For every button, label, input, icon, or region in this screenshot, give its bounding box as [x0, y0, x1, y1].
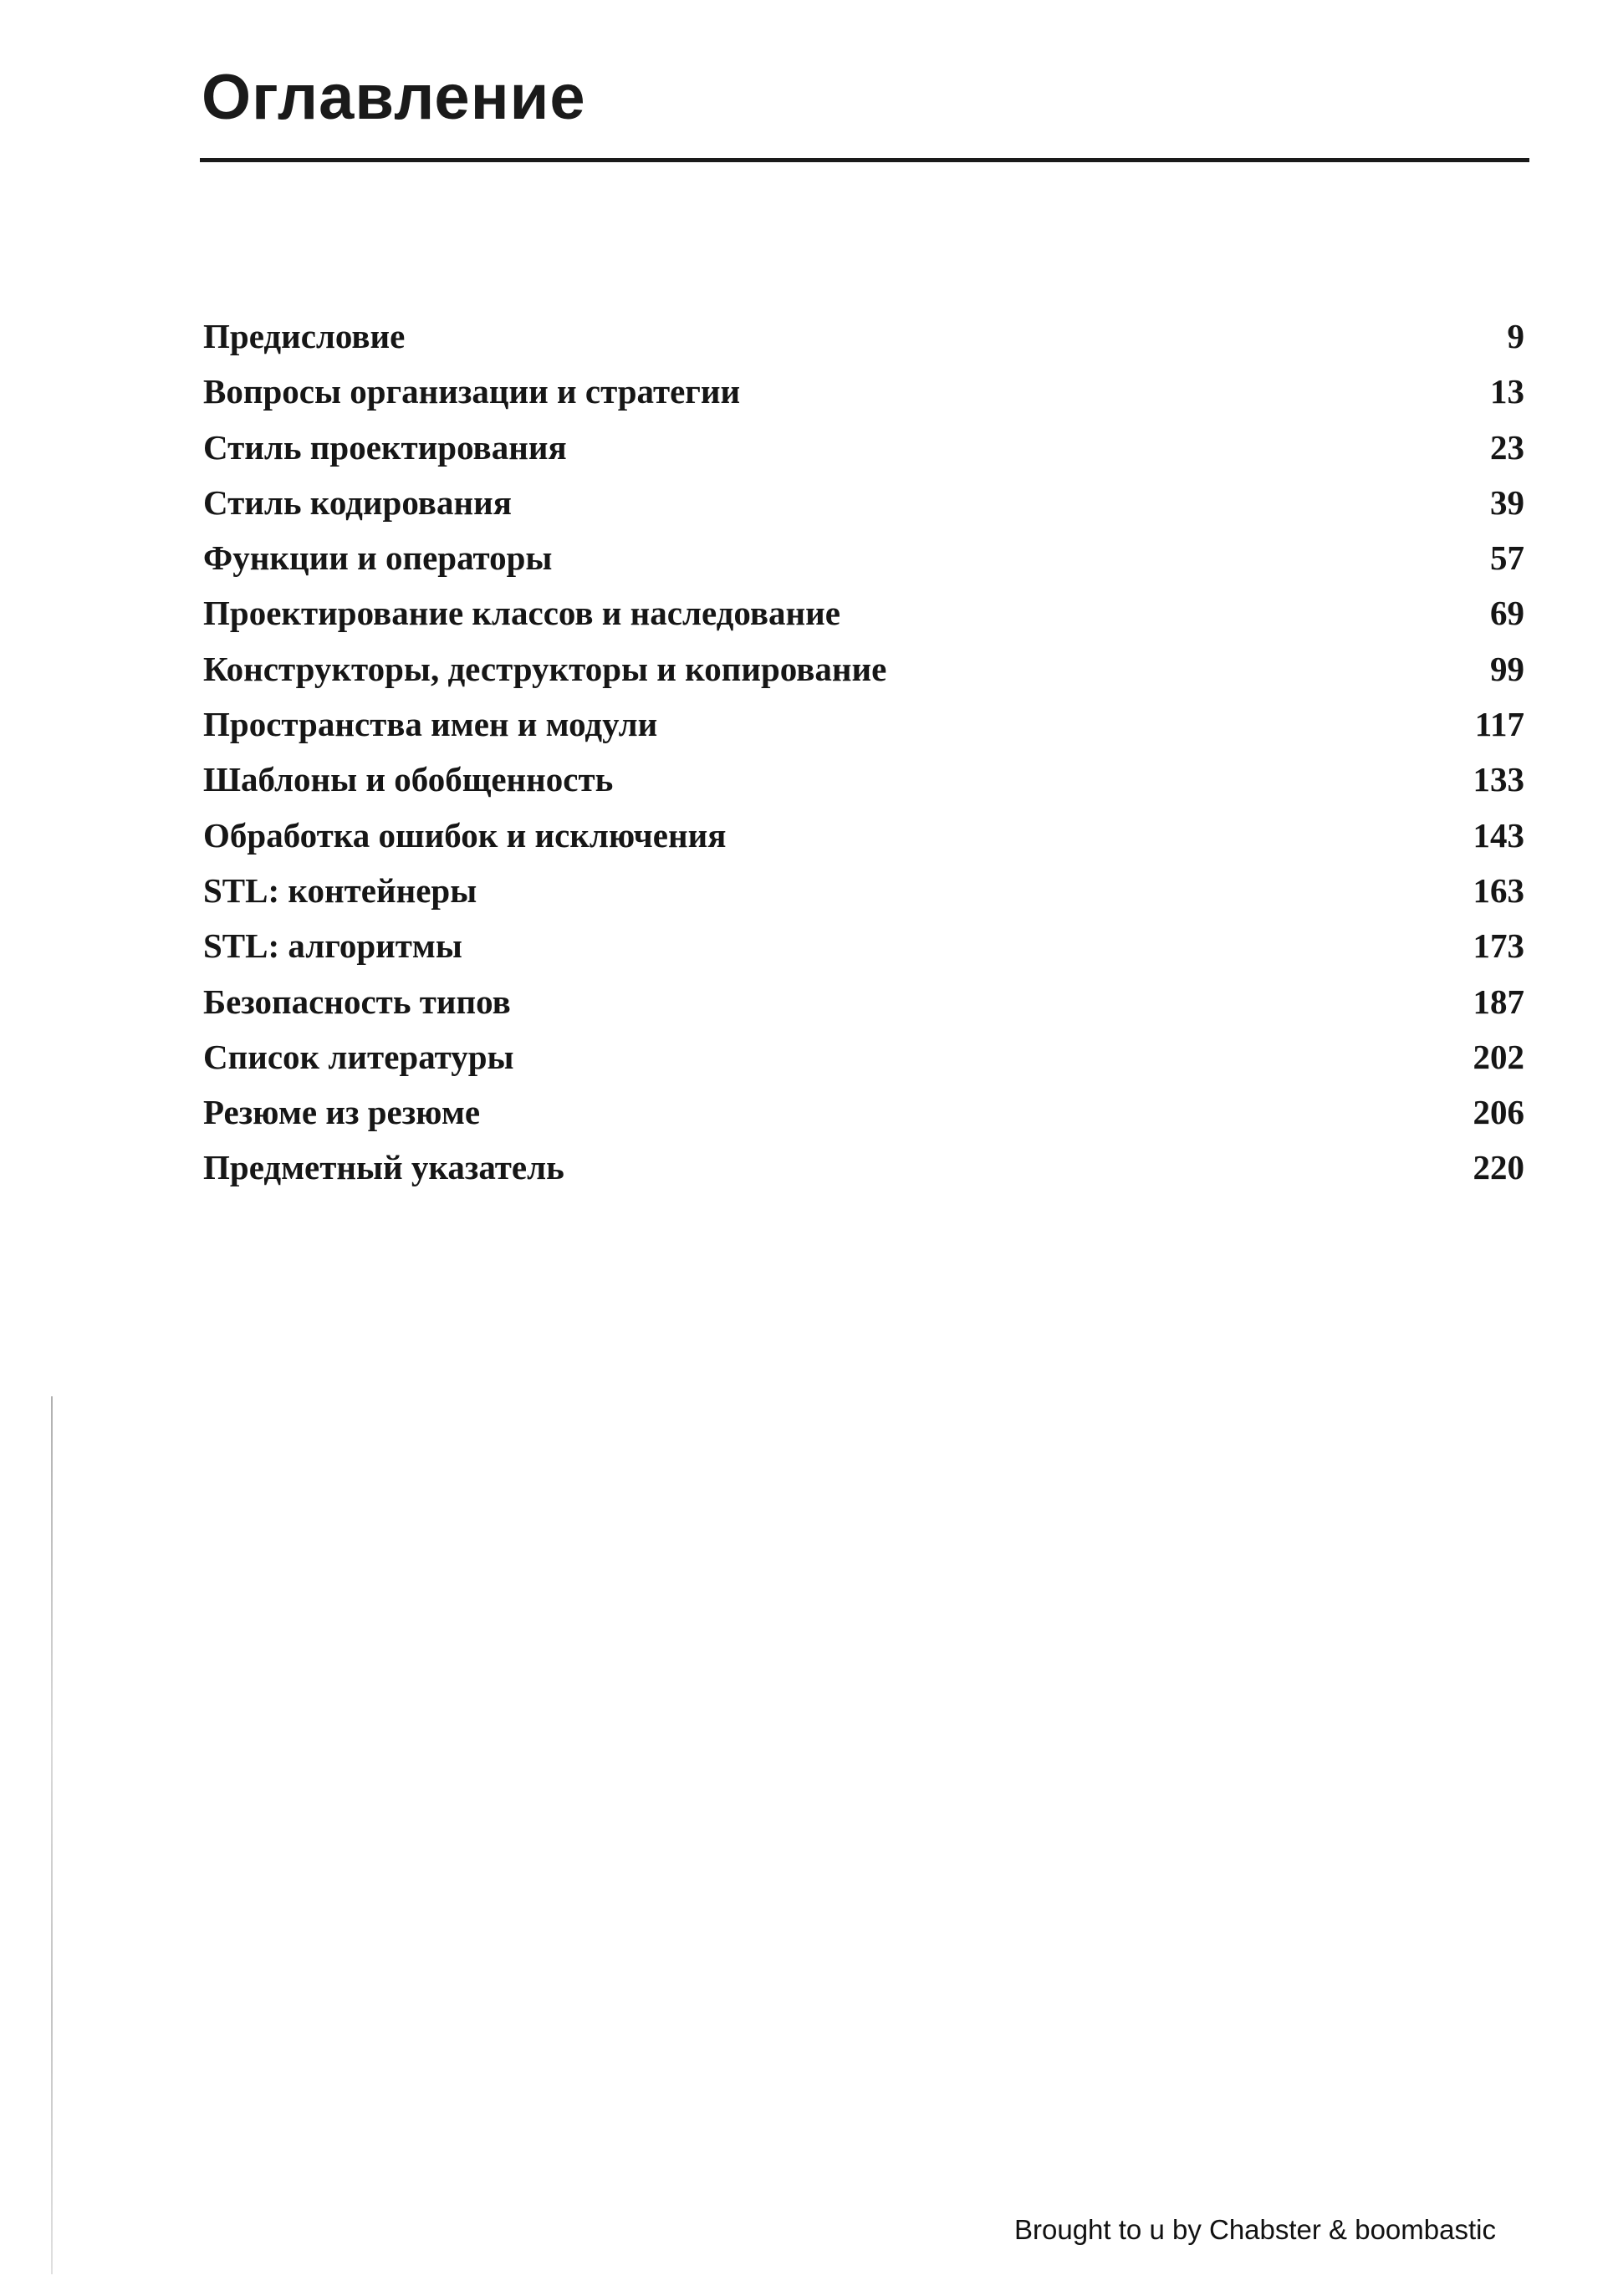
toc-entry-page-number: 187: [1473, 982, 1524, 1021]
toc-entry-title: Шаблоны и обобщенность: [203, 760, 614, 799]
toc-entry-title: Список литературы: [203, 1037, 514, 1076]
toc-entry-title: Стиль проектирования: [203, 427, 567, 467]
toc-entry-page-number: 143: [1473, 815, 1524, 855]
footer-credit: Brought to u by Chabster & boombastic: [1014, 2214, 1496, 2245]
title-divider: [200, 158, 1529, 162]
toc-entry-organization-strategy[interactable]: [203, 364, 1524, 419]
toc-entry-title: Проектирование классов и наследование: [203, 594, 840, 633]
toc-entry-title: Функции и операторы: [203, 538, 553, 578]
toc-entry-page-number: 9: [1507, 317, 1524, 355]
toc-entry-summary[interactable]: [203, 1084, 1524, 1140]
toc-entry-page-number: 220: [1473, 1148, 1524, 1187]
toc-entry-page-number: 173: [1473, 926, 1524, 966]
toc-entry-page-number: 117: [1474, 705, 1524, 744]
toc-entry-coding-style[interactable]: [203, 475, 1524, 530]
toc-entry-title: Обработка ошибок и исключения: [203, 815, 727, 855]
toc-entry-error-handling[interactable]: [203, 808, 1524, 863]
table-of-contents: [203, 309, 1524, 1196]
toc-entry-title: STL: алгоритмы: [203, 926, 462, 966]
toc-entry-design-style[interactable]: [203, 420, 1524, 475]
toc-entry-title: Предметный указатель: [203, 1148, 564, 1187]
toc-entry-preface[interactable]: [203, 309, 1524, 364]
toc-entry-stl-containers[interactable]: [203, 863, 1524, 918]
toc-entry-page-number: 202: [1473, 1037, 1524, 1076]
toc-entry-title: Резюме из резюме: [203, 1093, 481, 1132]
toc-entry-page-number: 206: [1473, 1093, 1524, 1132]
toc-entry-constructors-destructors[interactable]: [203, 641, 1524, 696]
toc-entry-page-number: 99: [1490, 649, 1524, 688]
toc-entry-title: Пространства имен и модули: [203, 705, 658, 744]
toc-entry-title: Вопросы организации и стратегии: [203, 372, 741, 411]
toc-entry-page-number: 69: [1490, 594, 1524, 633]
toc-entry-namespaces-modules[interactable]: [203, 696, 1524, 752]
scan-margin-line: [51, 1396, 53, 2274]
toc-entry-page-number: 163: [1473, 870, 1524, 910]
toc-entry-page-number: 39: [1490, 482, 1524, 522]
toc-entry-title: Стиль кодирования: [203, 482, 512, 522]
toc-entry-title: Конструкторы, деструкторы и копирование: [203, 649, 887, 688]
toc-entry-templates-genericity[interactable]: [203, 752, 1524, 807]
toc-entry-page-number: 13: [1490, 372, 1524, 411]
toc-entry-functions-operators[interactable]: [203, 530, 1524, 585]
toc-entry-page-number: 133: [1473, 760, 1524, 799]
toc-entry-page-number: 23: [1490, 427, 1524, 467]
toc-entry-stl-algorithms[interactable]: [203, 918, 1524, 973]
toc-entry-bibliography[interactable]: [203, 1029, 1524, 1084]
page-title: Оглавление: [202, 62, 586, 133]
toc-entry-class-design-inheritance[interactable]: [203, 585, 1524, 640]
toc-entry-title: Безопасность типов: [203, 982, 511, 1021]
toc-entry-page-number: 57: [1490, 538, 1524, 578]
toc-entry-index[interactable]: [203, 1140, 1524, 1195]
toc-entry-type-safety[interactable]: [203, 974, 1524, 1029]
toc-entry-title: STL: контейнеры: [203, 870, 477, 910]
toc-entry-title: Предисловие: [203, 317, 406, 355]
